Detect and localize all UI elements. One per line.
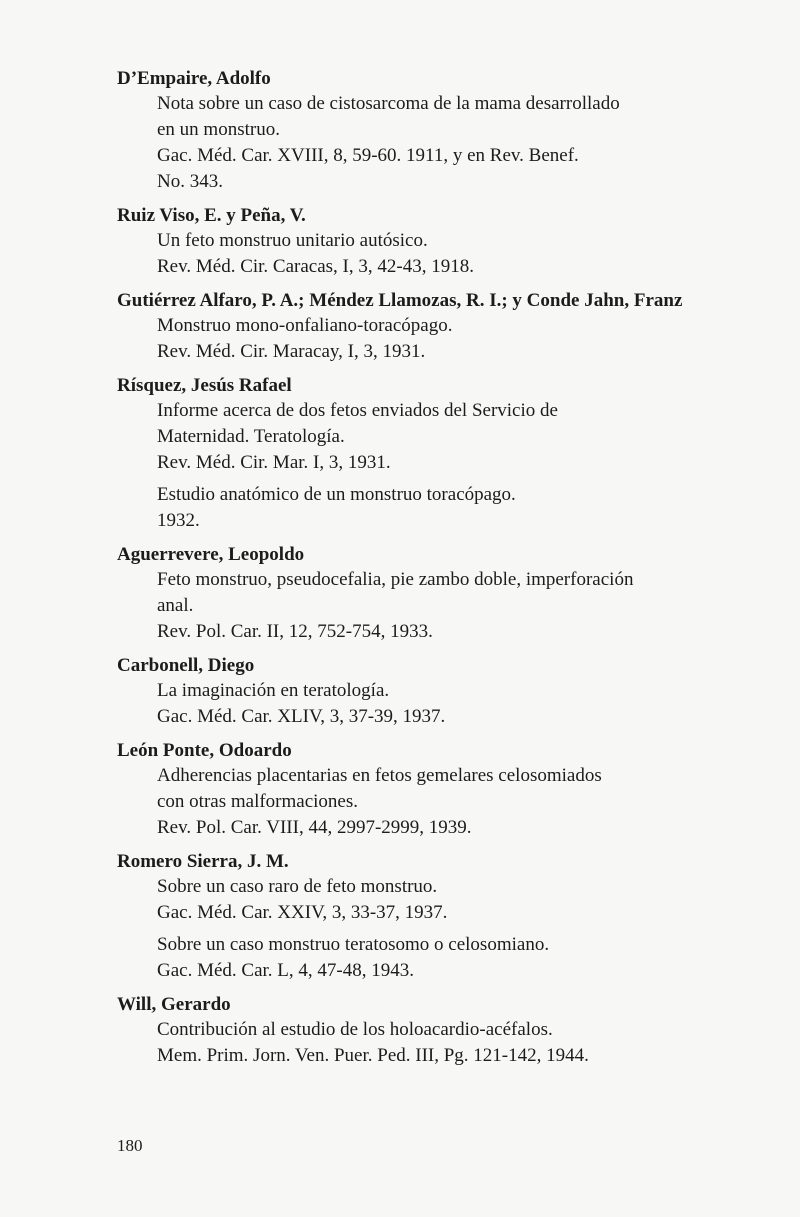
entry-author: León Ponte, Odoardo: [117, 740, 292, 761]
entry-line: Un feto monstruo unitario autósico.: [157, 230, 428, 251]
entry-line: Sobre un caso raro de feto monstruo.: [157, 876, 438, 897]
entry-line: Sobre un caso monstruo teratosomo o celosomiano.: [157, 934, 550, 955]
entry-line: Contribución al estudio de los holoacardio-acéfalos.: [157, 1019, 553, 1040]
entry-author: D’Empaire, Adolfo: [117, 68, 271, 89]
entry-author: Romero Sierra, J. M.: [117, 851, 289, 872]
bibliography-entry: [117, 66, 757, 195]
entry-line: con otras malformaciones.: [157, 791, 359, 812]
page-number: 180: [117, 1136, 143, 1155]
entry-line: Rev. Pol. Car. II, 12, 752-754, 1933.: [157, 621, 433, 642]
entry-line: Gac. Méd. Car. XLIV, 3, 37-39, 1937.: [157, 706, 446, 727]
bibliography-entry: [117, 203, 757, 280]
entry-line: Gac. Méd. Car. L, 4, 47-48, 1943.: [157, 960, 414, 981]
bibliography-entry: [117, 373, 757, 534]
bibliography-entry: [117, 288, 757, 365]
bibliography-entry: [117, 738, 757, 841]
entry-line: Rev. Méd. Cir. Maracay, I, 3, 1931.: [157, 341, 426, 362]
entry-line: Informe acerca de dos fetos enviados del Servicio de: [157, 400, 558, 421]
entry-line: Adherencias placentarias en fetos gemelares celosomiados: [157, 765, 602, 786]
entry-line: anal.: [157, 595, 194, 616]
entry-line: Gac. Méd. Car. XVIII, 8, 59-60. 1911, y en Rev. Benef.: [157, 145, 579, 166]
bibliography-entry: [117, 992, 757, 1069]
entry-author: Aguerrevere, Leopoldo: [117, 544, 305, 565]
bibliography-entry: [117, 542, 757, 645]
bibliography-entry: [117, 653, 757, 730]
entry-line: Feto monstruo, pseudocefalia, pie zambo doble, imperforación: [157, 569, 634, 590]
entry-line: Rev. Méd. Cir. Mar. I, 3, 1931.: [157, 452, 391, 473]
entry-line: Monstruo mono-onfaliano-toracópago.: [157, 315, 453, 336]
entry-line: Estudio anatómico de un monstruo toracópago.: [157, 484, 516, 505]
bibliography-entry: [117, 849, 757, 984]
entry-line: en un monstruo.: [157, 119, 280, 140]
entry-line: Gac. Méd. Car. XXIV, 3, 33-37, 1937.: [157, 902, 448, 923]
entry-line: Rev. Méd. Cir. Caracas, I, 3, 42-43, 1918.: [157, 256, 474, 277]
entry-line: No. 343.: [157, 171, 223, 192]
entry-author: Gutiérrez Alfaro, P. A.; Méndez Llamozas, R. I.; y Conde Jahn, Franz: [117, 290, 683, 311]
entry-author: Will, Gerardo: [117, 994, 231, 1015]
entry-line: Rev. Pol. Car. VIII, 44, 2997-2999, 1939.: [157, 817, 472, 838]
entry-line: 1932.: [157, 510, 200, 531]
entry-author: Rísquez, Jesús Rafael: [117, 375, 292, 396]
entry-line: Mem. Prim. Jorn. Ven. Puer. Ped. III, Pg. 121-142, 1944.: [157, 1045, 589, 1066]
bibliography-list: [117, 66, 757, 1077]
entry-line: Nota sobre un caso de cistosarcoma de la mama desarrollado: [157, 93, 620, 114]
entry-line: La imaginación en teratología.: [157, 680, 390, 701]
entry-author: Ruiz Viso, E. y Peña, V.: [117, 205, 306, 226]
entry-author: Carbonell, Diego: [117, 655, 255, 676]
entry-line: Maternidad. Teratología.: [157, 426, 345, 447]
